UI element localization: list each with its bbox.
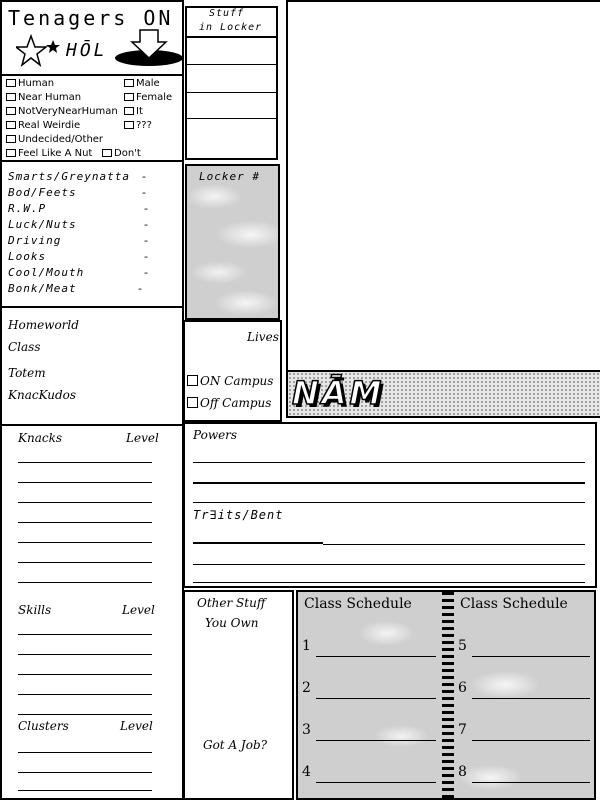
period-number: 1 <box>302 638 311 654</box>
option-question[interactable]: ??? <box>124 120 152 132</box>
locker-stuff-heading-top: Stuff <box>209 8 245 19</box>
option-it[interactable]: It <box>124 106 143 118</box>
stat-value[interactable]: - <box>144 250 148 263</box>
locker-number-box[interactable] <box>185 164 280 320</box>
period-line[interactable] <box>472 656 590 657</box>
notebook-binding <box>442 592 454 798</box>
name-banner[interactable] <box>286 370 600 418</box>
stat-label: Bod/Feets <box>8 186 77 199</box>
power-line[interactable] <box>193 482 585 484</box>
class-schedule-title-right: Class Schedule <box>460 596 568 612</box>
period-line[interactable] <box>472 782 590 783</box>
skill-line[interactable] <box>18 694 152 695</box>
skill-line[interactable] <box>18 714 152 715</box>
period-number: 4 <box>302 764 311 780</box>
other-stuff-line1: Other Stuff <box>197 596 266 610</box>
locker-stuff-line[interactable] <box>187 64 276 65</box>
abilities-box <box>0 424 184 800</box>
period-line[interactable] <box>316 656 436 657</box>
trait-line[interactable] <box>193 582 585 583</box>
stat-value[interactable]: - <box>138 282 142 295</box>
option-undecided-other[interactable]: Undecided/Other <box>6 134 103 146</box>
locker-stuff-line[interactable] <box>187 36 276 38</box>
period-number: 7 <box>458 722 467 738</box>
knack-line[interactable] <box>18 562 152 563</box>
option-not-very-near-human[interactable]: NotVeryNearHuman <box>6 106 118 118</box>
option-male[interactable]: Male <box>124 78 160 90</box>
skill-line[interactable] <box>18 634 152 635</box>
hole-arrow-icon <box>114 28 184 72</box>
star-icon <box>16 34 60 72</box>
stat-value[interactable]: - <box>142 170 146 183</box>
locker-number-label: Locker # <box>199 170 260 183</box>
knack-line[interactable] <box>18 542 152 543</box>
clusters-level-label: Level <box>120 719 153 733</box>
got-a-job-label: Got A Job? <box>203 738 268 752</box>
stat-value[interactable]: - <box>144 234 148 247</box>
period-line[interactable] <box>316 740 436 741</box>
stat-label: Driving <box>8 234 62 247</box>
cluster-line[interactable] <box>18 752 152 753</box>
powers-traits-box <box>183 422 597 588</box>
class-label: Class <box>8 340 41 354</box>
name-banner-label: NĀM <box>292 374 385 412</box>
knack-line[interactable] <box>18 582 152 583</box>
option-real-weirdie[interactable]: Real Weirdie <box>6 120 80 132</box>
totem-label: Totem <box>8 366 46 380</box>
period-line[interactable] <box>316 782 436 783</box>
trait-line[interactable] <box>193 564 585 565</box>
option-human[interactable]: Human <box>6 78 54 90</box>
skills-level-label: Level <box>122 603 155 617</box>
option-dont[interactable]: Don't <box>102 148 141 160</box>
title-line-1: Tenagers ON <box>8 6 174 30</box>
knack-line[interactable] <box>18 522 152 523</box>
cluster-line[interactable] <box>18 790 152 791</box>
stat-label: Luck/Nuts <box>8 218 77 231</box>
option-near-human[interactable]: Near Human <box>6 92 81 104</box>
stats-box <box>0 160 184 308</box>
title-line-2: HŌL <box>66 40 108 61</box>
period-number: 8 <box>458 764 467 780</box>
trait-line[interactable] <box>193 542 323 544</box>
stat-label: Smarts/Greynatta <box>8 170 130 183</box>
homeworld-label: Homeworld <box>8 318 79 332</box>
knack-line[interactable] <box>18 482 152 483</box>
knack-line[interactable] <box>18 462 152 463</box>
knackudos-label: KnacKudos <box>8 388 77 402</box>
stat-label: Looks <box>8 250 47 263</box>
stat-value[interactable]: - <box>144 202 148 215</box>
option-female[interactable]: Female <box>124 92 172 104</box>
cluster-line[interactable] <box>18 772 152 773</box>
other-stuff-line2: You Own <box>205 616 259 630</box>
locker-stuff-heading-bottom: in Locker <box>199 22 263 33</box>
stat-label: Cool/Mouth <box>8 266 85 279</box>
stat-label: Bonk/Meat <box>8 282 77 295</box>
power-line[interactable] <box>193 462 585 463</box>
background-box <box>0 306 184 426</box>
portrait-box[interactable] <box>286 0 600 372</box>
skill-line[interactable] <box>18 654 152 655</box>
period-number: 5 <box>458 638 467 654</box>
period-line[interactable] <box>316 698 436 699</box>
trait-line[interactable] <box>323 544 585 545</box>
clusters-label: Clusters <box>18 719 69 733</box>
stat-value[interactable]: - <box>144 266 148 279</box>
class-schedule-title-left: Class Schedule <box>304 596 412 612</box>
on-campus-option[interactable]: ON Campus <box>187 370 273 389</box>
period-number: 6 <box>458 680 467 696</box>
period-line[interactable] <box>472 698 590 699</box>
period-number: 3 <box>302 722 311 738</box>
power-line[interactable] <box>193 502 585 503</box>
locker-stuff-box <box>185 6 278 160</box>
traits-label: Tr∃its/Bent <box>193 508 284 522</box>
lives-box <box>183 320 282 422</box>
stat-value[interactable]: - <box>142 186 146 199</box>
other-stuff-box[interactable] <box>183 590 294 800</box>
identity-box <box>0 74 184 162</box>
powers-label: Powers <box>193 428 238 442</box>
lives-label: Lives <box>247 330 279 344</box>
title-box <box>0 0 184 76</box>
class-schedule-box <box>296 590 596 800</box>
skills-label: Skills <box>18 603 52 617</box>
skill-line[interactable] <box>18 674 152 675</box>
off-campus-option[interactable]: Off Campus <box>187 392 271 411</box>
stat-value[interactable]: - <box>144 218 148 231</box>
locker-stuff-line[interactable] <box>187 118 276 119</box>
knacks-level-label: Level <box>126 431 159 445</box>
option-feel-like-a-nut[interactable]: Feel Like A Nut <box>6 148 92 160</box>
period-number: 2 <box>302 680 311 696</box>
stat-label: R.W.P <box>8 202 47 215</box>
knack-line[interactable] <box>18 502 152 503</box>
period-line[interactable] <box>472 740 590 741</box>
locker-stuff-line[interactable] <box>187 92 276 93</box>
knacks-label: Knacks <box>18 431 62 445</box>
